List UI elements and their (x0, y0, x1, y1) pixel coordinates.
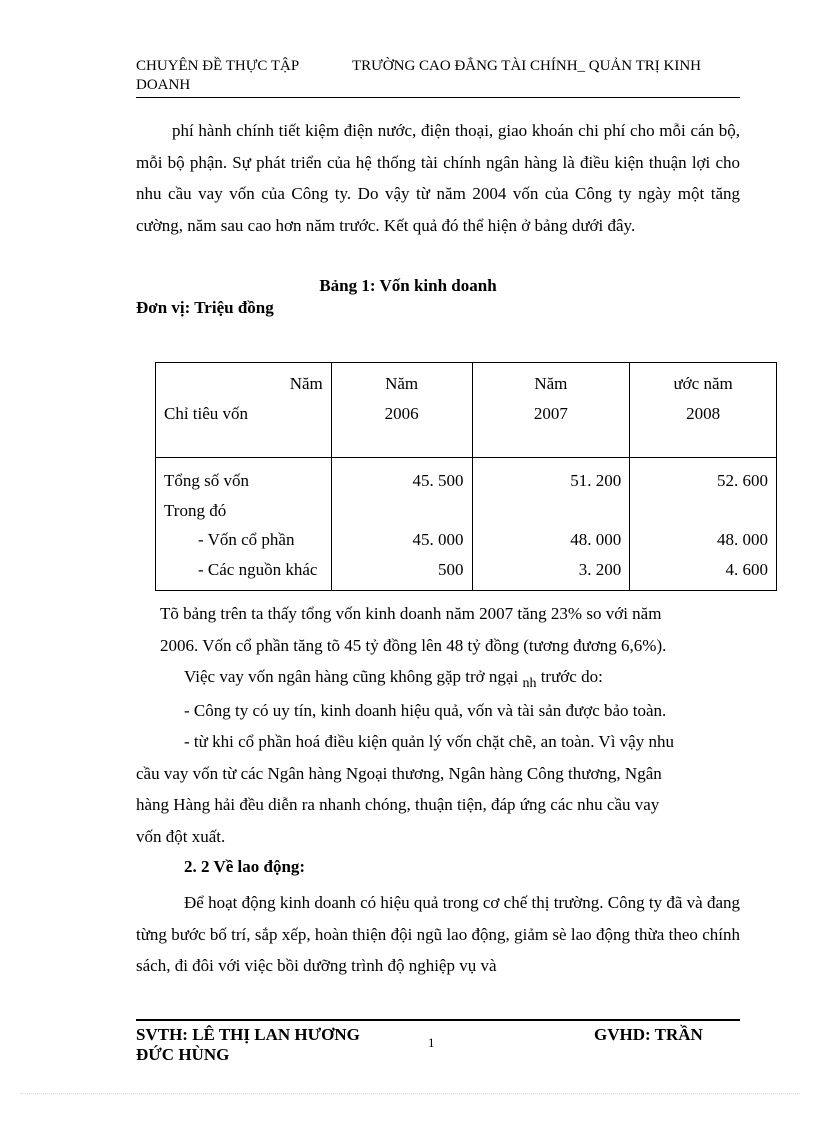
header-cell-2007: Năm 2007 (472, 363, 630, 458)
table-header-row (156, 363, 777, 458)
header-cell-2006: Năm 2006 (331, 363, 472, 458)
header-right: TRƯỜNG CAO ĐẲNG TÀI CHÍNH_ QUẢN TRỊ KINH (352, 58, 701, 74)
page-edge-divider (20, 1093, 800, 1094)
footer-advisor: GVHD: TRẦN (594, 1025, 703, 1044)
page-number: 1 (428, 1035, 435, 1050)
paragraph-2: Tõ bảng trên ta thấy tổng vốn kinh doanh năm 2007 tăng 23% so với năm 2006. Vốn cổ phần tăng tõ 45 tỷ đồng lên 48 tỷ đồng (tương đương 6,6%). Việc vay vốn ngân hàng cũng không gặp trở ngại $_{nh}$ trước do: - Công ty có uy tín, kinh doanh hiệu quả, vốn và tài sản được bảo toàn. - từ khi cổ phần hoá điều kiện quản lý vốn chặt chẽ, an toàn. Vì vậy nhu cầu vay vốn từ các Ngân hàng Ngoại thương, Ngân hàng Công thương, Ngân hàng Hàng hải đều diễn ra nhanh chóng, thuận tiện, đáp ứng các nhu cầu vay vốn đột xuất. (136, 604, 674, 846)
section-title: 2. 2 Về lao động: (184, 857, 306, 876)
header-left: CHUYÊN ĐỀ THỰC TẬP (136, 58, 300, 74)
page-footer (136, 1019, 740, 1064)
header-cell-2008: ước năm 2008 (630, 363, 777, 458)
table-title: Bảng 1: Vốn kinh doanh (319, 276, 497, 295)
table-body-row (156, 458, 777, 591)
row-labels: Tổng số vốn Trong đó - Vốn cổ phần - Các nguồn khác (156, 458, 332, 591)
capital-table (155, 362, 777, 591)
values-2007: 51. 200 48. 000 3. 200 (472, 458, 630, 591)
page-header (136, 57, 740, 98)
header-cell-indicator: Năm Chỉ tiêu vốn (156, 363, 332, 458)
header-continuation: DOANH (136, 77, 191, 93)
values-2008: 52. 600 48. 000 4. 600 (630, 458, 777, 591)
paragraph-1: phí hành chính tiết kiệm điện nước, điện thoại, giao khoán chi phí cho mỗi cán bộ, mỗi bộ phận. Sự phát triển của hệ thống tài chính ngân hàng là điều kiện thuận lợi cho nhu cầu vay vốn của Công ty. Do vậy từ năm 2004 vốn của Công ty ngày một tăng cường, năm sau cao hơn năm trước. Kết quả đó thể hiện ở bảng dưới đây. (136, 121, 740, 235)
paragraph-3: Để hoạt động kinh doanh có hiệu quả trong cơ chế thị trường. Công ty đã và đang từng bước bố trí, sắp xếp, hoàn thiện đội ngũ lao động, giảm sè lao động thừa theo chính sách, đi đôi với việc bồi dưỡng trình độ nghiệp vụ và (136, 893, 740, 975)
unit-label: Đơn vị: Triệu đồng (136, 298, 274, 317)
values-2006: 45. 500 45. 000 500 (331, 458, 472, 591)
footer-student: SVTH: LÊ THỊ LAN HƯƠNG ĐỨC HÙNG (136, 1025, 360, 1064)
